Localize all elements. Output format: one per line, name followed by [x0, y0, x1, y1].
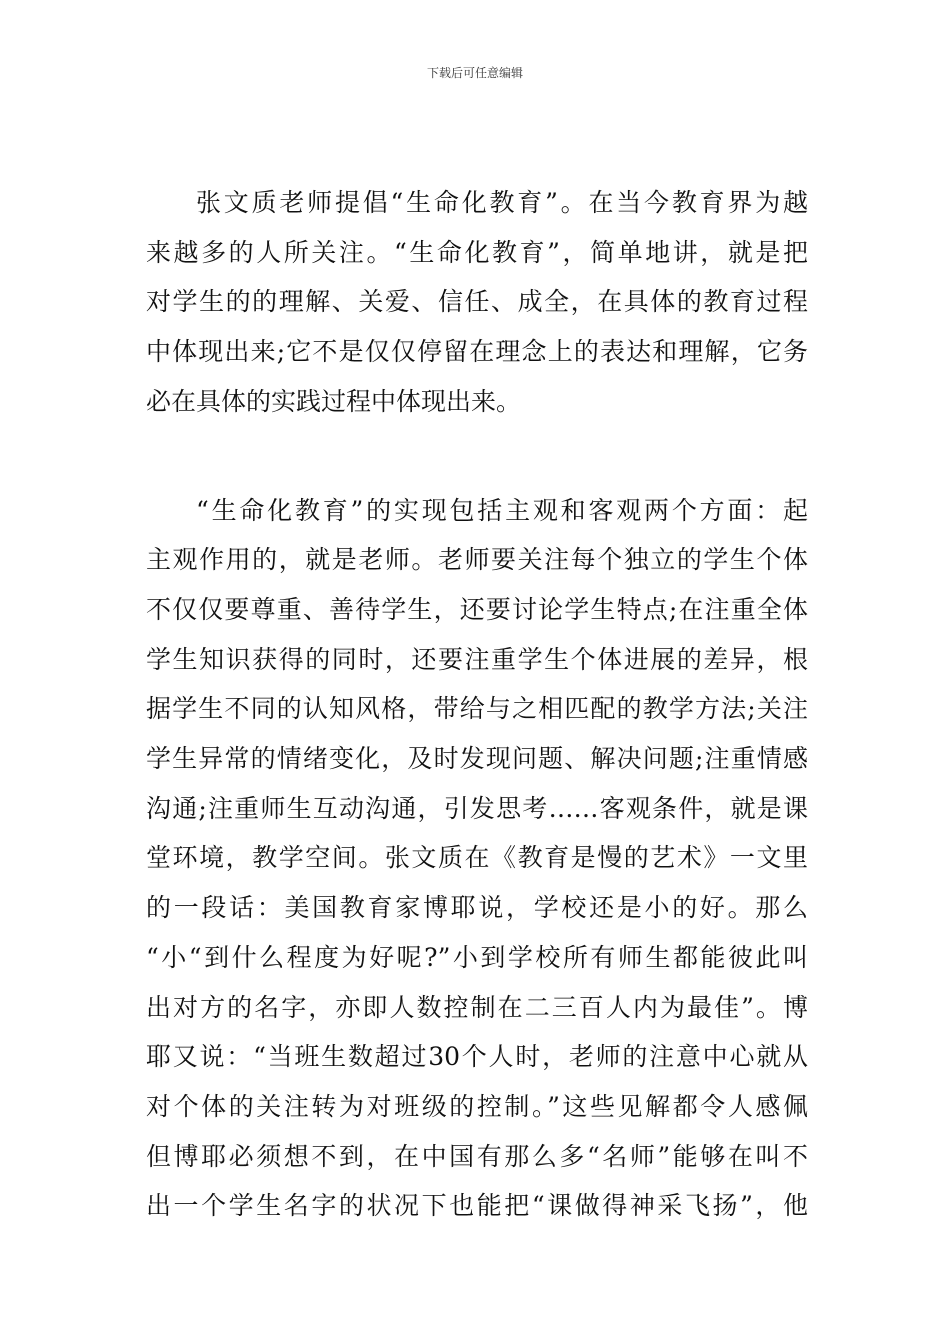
text-line: 出对方的名字，亦即人数控制在二三百人内为最佳”。博: [146, 992, 808, 1022]
paragraph-1: [146, 178, 808, 427]
text-line: 据学生不同的认知风格，带给与之相匹配的教学方法;关注: [146, 694, 808, 724]
text-line: 但博耶必须想不到，在中国有那么多“名师”能够在叫不: [146, 1141, 808, 1171]
text-line: 对个体的关注转为对班级的控制。”这些见解都令人感佩: [146, 1091, 808, 1121]
text-line: 来越多的人所关注。“生命化教育”，简单地讲，就是把: [146, 237, 808, 267]
text-line: 出一个学生名字的状况下也能把“课做得神采飞扬”，他: [146, 1191, 808, 1221]
text-line: 堂环境，教学空间。张文质在《教育是慢的艺术》一文里: [146, 843, 808, 873]
text-line: 必在具体的实践过程中体现出来。: [146, 386, 522, 416]
text-line: 张文质老师提倡“生命化教育”。在当今教育界为越: [196, 188, 808, 217]
text-line: 不仅仅要尊重、善待学生，还要讨论学生特点;在注重全体: [146, 594, 808, 624]
text-line: 沟通;注重师生互动沟通，引发思考……客观条件，就是课: [146, 793, 808, 823]
text-line: 主观作用的，就是老师。老师要关注每个独立的学生个体: [146, 545, 808, 575]
text-line: 耶又说：“当班生数超过30个人时，老师的注意中心就从: [146, 1042, 808, 1072]
text-line: 对学生的的理解、关爱、信任、成全，在具体的教育过程: [146, 287, 808, 317]
text-line: 中体现出来;它不是仅仅停留在理念上的表达和理解，它务: [146, 337, 808, 367]
text-line: “生命化教育”的实现包括主观和客观两个方面：起: [196, 495, 808, 525]
paragraph-2: [146, 486, 808, 1232]
text-line: 学生异常的情绪变化，及时发现问题、解决问题;注重情感: [146, 744, 808, 774]
text-line: 学生知识获得的同时，还要注重学生个体进展的差异，根: [146, 644, 808, 674]
text-line: 的一段话：美国教育家博耶说，学校还是小的好。那么: [146, 893, 808, 923]
text-line: “小“到什么程度为好呢?”小到学校所有师生都能彼此叫: [146, 942, 808, 972]
document-body: [146, 178, 808, 1231]
page-header: 下载后可任意编辑: [426, 66, 523, 80]
